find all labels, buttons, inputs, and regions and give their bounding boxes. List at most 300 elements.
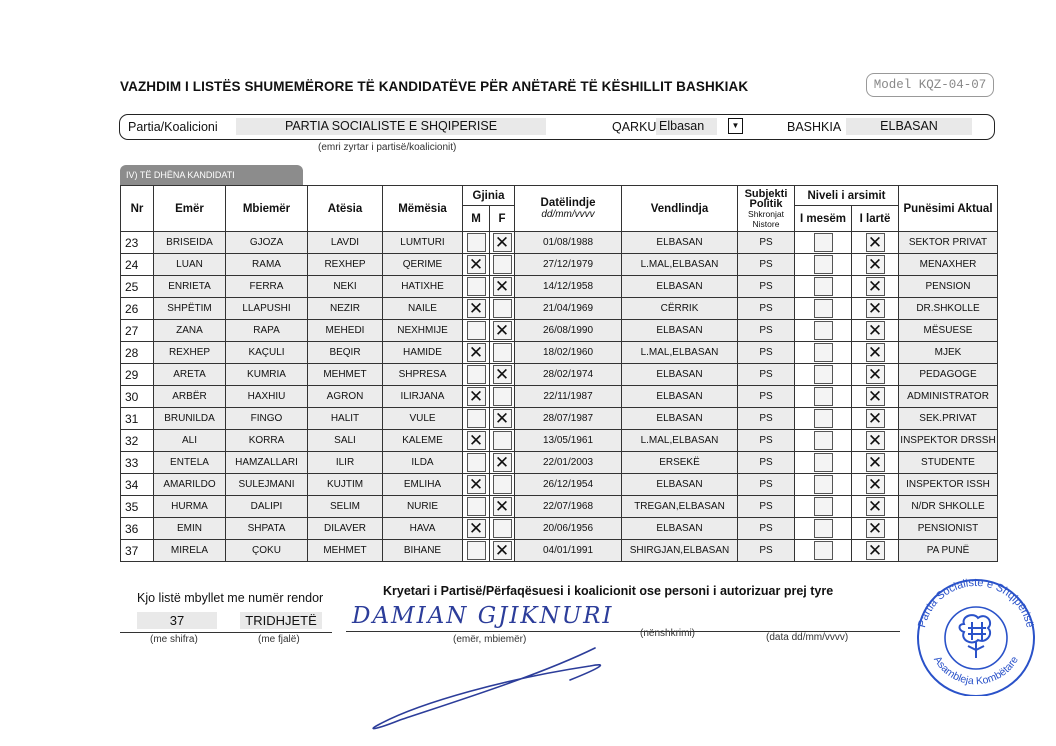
row-nr: 34 [121, 474, 154, 496]
kryetar-heading: Kryetari i Partisë/Përfaqësuesi i koalicionit ose personi i autorizuar prej tyre [383, 584, 834, 598]
row-date[interactable]: 22/07/1968 [515, 496, 622, 518]
row-subjekti[interactable]: PS [738, 540, 795, 562]
row-emer[interactable]: ENRIETA [154, 276, 226, 298]
gender-f-cell [490, 364, 515, 386]
row-mbiemer[interactable]: SULEJMANI [226, 474, 308, 496]
row-subjekti[interactable]: PS [738, 342, 795, 364]
row-emer[interactable]: ALI [154, 430, 226, 452]
edu-mesem-cell [795, 408, 852, 430]
row-mbiemer[interactable]: RAMA [226, 254, 308, 276]
edu-larte-checkbox[interactable]: ✕ [866, 497, 885, 516]
col-subjekti-label: Subjekti [744, 187, 788, 200]
gender-f-checkbox[interactable]: ✕ [493, 409, 512, 428]
row-mbiemer[interactable]: FERRA [226, 276, 308, 298]
table-row [121, 518, 998, 540]
row-emer[interactable]: ARBËR [154, 386, 226, 408]
gender-f-checkbox[interactable] [493, 343, 512, 362]
row-punesimi[interactable]: MENAXHER [899, 254, 998, 276]
edu-mesem-checkbox[interactable] [814, 343, 833, 362]
col-mbiemer: Mbiemër [226, 186, 308, 232]
gender-m-checkbox[interactable] [467, 541, 486, 560]
edu-mesem-cell [795, 342, 852, 364]
row-mbiemer[interactable]: SHPATA [226, 518, 308, 540]
row-mbiemer[interactable]: ÇOKU [226, 540, 308, 562]
gender-m-cell [463, 320, 490, 342]
edu-larte-cell [852, 298, 899, 320]
edu-mesem-checkbox[interactable] [814, 233, 833, 252]
row-memesia[interactable]: BIHANE [383, 540, 463, 562]
gender-m-checkbox[interactable] [467, 277, 486, 296]
stamp-bottom-text: Asambleja Kombëtare [931, 654, 1021, 688]
row-punesimi[interactable]: INSPEKTOR ISSH [899, 474, 998, 496]
edu-larte-cell [852, 540, 899, 562]
gender-m-checkbox[interactable] [467, 453, 486, 472]
gender-f-checkbox[interactable] [493, 299, 512, 318]
row-memesia[interactable]: HATIXHE [383, 276, 463, 298]
closing-text: Kjo listë mbyllet me numër rendor [137, 591, 324, 605]
row-subjekti[interactable]: PS [738, 276, 795, 298]
edu-larte-cell [852, 430, 899, 452]
row-emer[interactable]: AMARILDO [154, 474, 226, 496]
edu-larte-checkbox[interactable]: ✕ [866, 387, 885, 406]
gender-f-cell [490, 518, 515, 540]
edu-larte-cell [852, 386, 899, 408]
row-punesimi[interactable]: ADMINISTRATOR [899, 386, 998, 408]
col-datelindje-label: Datëlindje [540, 197, 596, 209]
row-vendlindja[interactable]: ELBASAN [622, 518, 738, 540]
edu-larte-cell [852, 474, 899, 496]
stamp-top-text: Partia Socialiste e Shqipërisë [916, 576, 1036, 629]
edu-larte-checkbox[interactable]: ✕ [866, 255, 885, 274]
gender-f-cell [490, 232, 515, 254]
row-punesimi[interactable]: MËSUESE [899, 320, 998, 342]
row-nr: 24 [121, 254, 154, 276]
gender-m-cell [463, 254, 490, 276]
model-code: Model KQZ-04-07 [866, 73, 994, 97]
gender-f-checkbox[interactable]: ✕ [493, 541, 512, 560]
gender-m-cell [463, 540, 490, 562]
row-date[interactable]: 26/12/1954 [515, 474, 622, 496]
col-date-format: dd/mm/vvvv [541, 209, 595, 220]
gender-f-cell [490, 254, 515, 276]
col-punesimi: Punësimi Aktual [899, 186, 998, 232]
edu-larte-checkbox[interactable]: ✕ [866, 519, 885, 538]
gender-f-cell [490, 408, 515, 430]
party-field[interactable]: PARTIA SOCIALISTE E SHQIPERISE [236, 118, 546, 135]
row-subjekti[interactable]: PS [738, 254, 795, 276]
row-memesia[interactable]: NAILE [383, 298, 463, 320]
gender-f-cell [490, 342, 515, 364]
table-row [121, 320, 998, 342]
gender-m-checkbox[interactable] [467, 409, 486, 428]
col-nr: Nr [121, 186, 154, 232]
row-date[interactable]: 28/07/1987 [515, 408, 622, 430]
table-row [121, 254, 998, 276]
gender-m-cell [463, 496, 490, 518]
row-vendlindja[interactable]: L.MAL,ELBASAN [622, 342, 738, 364]
row-subjekti[interactable]: PS [738, 298, 795, 320]
row-nr: 35 [121, 496, 154, 518]
table-row [121, 232, 998, 254]
edu-mesem-checkbox[interactable] [814, 497, 833, 516]
edu-mesem-checkbox[interactable] [814, 299, 833, 318]
edu-larte-cell [852, 452, 899, 474]
edu-larte-cell [852, 320, 899, 342]
row-atesia[interactable]: MEHMET [308, 540, 383, 562]
row-punesimi[interactable]: SEKTOR PRIVAT [899, 232, 998, 254]
edu-larte-checkbox[interactable]: ✕ [866, 453, 885, 472]
row-emer[interactable]: BRISEIDA [154, 232, 226, 254]
edu-larte-cell [852, 276, 899, 298]
row-emer[interactable]: SHPËTIM [154, 298, 226, 320]
row-atesia[interactable]: DILAVER [308, 518, 383, 540]
gender-f-checkbox[interactable]: ✕ [493, 233, 512, 252]
edu-mesem-checkbox[interactable] [814, 277, 833, 296]
col-atesia: Atësia [308, 186, 383, 232]
number-hint: (me shifra) [150, 634, 198, 645]
table-row [121, 276, 998, 298]
name-hint: (emër, mbiemër) [453, 634, 527, 645]
col-f: F [490, 206, 515, 232]
bashkia-field[interactable]: ELBASAN [846, 118, 972, 135]
edu-mesem-checkbox[interactable] [814, 409, 833, 428]
col-vendlindja: Vendlindja [622, 186, 738, 232]
row-mbiemer[interactable]: HAXHIU [226, 386, 308, 408]
row-vendlindja[interactable]: SHIRGJAN,ELBASAN [622, 540, 738, 562]
edu-mesem-cell [795, 496, 852, 518]
edu-larte-checkbox[interactable]: ✕ [866, 299, 885, 318]
candidate-rows [121, 232, 998, 562]
row-atesia[interactable]: KUJTIM [308, 474, 383, 496]
gender-m-cell [463, 408, 490, 430]
gender-m-checkbox[interactable]: ✕ [467, 387, 486, 406]
row-atesia[interactable]: BEQIR [308, 342, 383, 364]
gender-m-cell [463, 364, 490, 386]
edu-larte-checkbox[interactable]: ✕ [866, 365, 885, 384]
row-subjekti[interactable]: PS [738, 232, 795, 254]
gender-m-cell [463, 276, 490, 298]
row-memesia[interactable]: NURIE [383, 496, 463, 518]
row-mbiemer[interactable]: LLAPUSHI [226, 298, 308, 320]
row-mbiemer[interactable]: KUMRIA [226, 364, 308, 386]
edu-larte-checkbox[interactable]: ✕ [866, 321, 885, 340]
row-atesia[interactable]: REXHEP [308, 254, 383, 276]
row-mbiemer[interactable]: KORRA [226, 430, 308, 452]
candidate-table [120, 185, 998, 562]
table-row [121, 364, 998, 386]
row-nr: 23 [121, 232, 154, 254]
row-emer[interactable]: EMIN [154, 518, 226, 540]
row-punesimi[interactable]: MJEK [899, 342, 998, 364]
row-mbiemer[interactable]: HAMZALLARI [226, 452, 308, 474]
party-stamp [906, 576, 1046, 696]
row-atesia[interactable]: MEHEDI [308, 320, 383, 342]
gender-f-cell [490, 452, 515, 474]
row-vendlindja[interactable]: ELBASAN [622, 364, 738, 386]
row-memesia[interactable]: HAVA [383, 518, 463, 540]
row-atesia[interactable]: MEHMET [308, 364, 383, 386]
edu-mesem-checkbox[interactable] [814, 519, 833, 538]
gender-m-checkbox[interactable]: ✕ [467, 475, 486, 494]
gender-m-cell [463, 518, 490, 540]
row-nr: 25 [121, 276, 154, 298]
row-nr: 37 [121, 540, 154, 562]
gender-f-cell [490, 298, 515, 320]
row-memesia[interactable]: VULE [383, 408, 463, 430]
col-emer: Emër [154, 186, 226, 232]
row-vendlindja[interactable]: ELBASAN [622, 474, 738, 496]
col-shkronjat-label: Shkronjat [748, 208, 784, 219]
row-nr: 27 [121, 320, 154, 342]
col-politik-label: Politik [749, 197, 783, 210]
col-memesia: Mëmësia [383, 186, 463, 232]
row-vendlindja[interactable]: ELBASAN [622, 320, 738, 342]
gender-m-checkbox[interactable]: ✕ [467, 299, 486, 318]
row-memesia[interactable]: SHPRESA [383, 364, 463, 386]
gender-m-checkbox[interactable]: ✕ [467, 431, 486, 450]
gender-f-checkbox[interactable] [493, 519, 512, 538]
row-vendlindja[interactable]: L.MAL,ELBASAN [622, 254, 738, 276]
gender-f-cell [490, 474, 515, 496]
edu-larte-cell [852, 408, 899, 430]
row-date[interactable]: 04/01/1991 [515, 540, 622, 562]
gender-m-cell [463, 298, 490, 320]
party-label: Partia/Koalicioni [128, 120, 218, 134]
gender-m-checkbox[interactable] [467, 497, 486, 516]
row-memesia[interactable]: EMLIHA [383, 474, 463, 496]
gender-m-cell [463, 452, 490, 474]
row-date[interactable]: 21/04/1969 [515, 298, 622, 320]
row-subjekti[interactable]: PS [738, 430, 795, 452]
gender-m-checkbox[interactable] [467, 233, 486, 252]
gender-m-checkbox[interactable] [467, 321, 486, 340]
row-nr: 26 [121, 298, 154, 320]
row-emer[interactable]: ARETA [154, 364, 226, 386]
row-date[interactable]: 28/02/1974 [515, 364, 622, 386]
footer-underline [120, 632, 332, 633]
row-nr: 32 [121, 430, 154, 452]
gender-m-cell [463, 474, 490, 496]
gender-f-checkbox[interactable]: ✕ [493, 497, 512, 516]
form-title: VAZHDIM I LISTËS SHUMEMËRORE TË KANDIDATËVE PËR ANËTARË TË KËSHILLIT BASHKIAK [120, 79, 749, 94]
gender-m-cell [463, 342, 490, 364]
row-vendlindja[interactable]: ERSEKË [622, 452, 738, 474]
row-memesia[interactable]: QERIME [383, 254, 463, 276]
gender-f-checkbox[interactable]: ✕ [493, 365, 512, 384]
row-memesia[interactable]: KALEME [383, 430, 463, 452]
row-emer[interactable]: HURMA [154, 496, 226, 518]
row-date[interactable]: 22/01/2003 [515, 452, 622, 474]
row-atesia[interactable]: HALIT [308, 408, 383, 430]
row-subjekti[interactable]: PS [738, 364, 795, 386]
row-mbiemer[interactable]: DALIPI [226, 496, 308, 518]
gender-f-checkbox[interactable]: ✕ [493, 277, 512, 296]
row-subjekti[interactable]: PS [738, 496, 795, 518]
qarku-label: QARKU [612, 120, 657, 134]
row-mbiemer[interactable]: RAPA [226, 320, 308, 342]
row-atesia[interactable]: LAVDI [308, 232, 383, 254]
edu-larte-cell [852, 254, 899, 276]
edu-mesem-checkbox[interactable] [814, 255, 833, 274]
table-row [121, 474, 998, 496]
row-punesimi[interactable]: N/DR SHKOLLE [899, 496, 998, 518]
col-subjekti [738, 186, 795, 232]
row-punesimi[interactable]: DR.SHKOLLE [899, 298, 998, 320]
row-punesimi[interactable]: PEDAGOGE [899, 364, 998, 386]
signature-scribble [360, 640, 660, 740]
edu-larte-cell [852, 518, 899, 540]
edu-mesem-cell [795, 386, 852, 408]
qarku-field[interactable]: Elbasan [656, 118, 717, 135]
table-row [121, 496, 998, 518]
row-atesia[interactable]: NEZIR [308, 298, 383, 320]
gender-f-cell [490, 386, 515, 408]
closing-number-field[interactable]: 37 [137, 612, 217, 629]
row-memesia[interactable]: ILIRJANA [383, 386, 463, 408]
edu-mesem-cell [795, 540, 852, 562]
row-nr: 29 [121, 364, 154, 386]
gender-f-cell [490, 320, 515, 342]
gender-m-checkbox[interactable]: ✕ [467, 519, 486, 538]
gender-f-cell [490, 540, 515, 562]
row-nr: 30 [121, 386, 154, 408]
edu-mesem-cell [795, 474, 852, 496]
row-emer[interactable]: MIRELA [154, 540, 226, 562]
row-date[interactable]: 20/06/1956 [515, 518, 622, 540]
edu-larte-checkbox[interactable]: ✕ [866, 233, 885, 252]
row-punesimi[interactable]: STUDENTE [899, 452, 998, 474]
edu-larte-checkbox[interactable]: ✕ [866, 409, 885, 428]
row-emer[interactable]: ENTELA [154, 452, 226, 474]
row-subjekti[interactable]: PS [738, 452, 795, 474]
gender-m-checkbox[interactable]: ✕ [467, 255, 486, 274]
row-memesia[interactable]: NEXHMIJE [383, 320, 463, 342]
row-date[interactable]: 18/02/1960 [515, 342, 622, 364]
edu-larte-cell [852, 232, 899, 254]
row-punesimi[interactable]: SEK.PRIVAT [899, 408, 998, 430]
row-subjekti[interactable]: PS [738, 408, 795, 430]
gender-f-cell [490, 430, 515, 452]
row-memesia[interactable]: LUMTURI [383, 232, 463, 254]
gender-m-checkbox[interactable]: ✕ [467, 343, 486, 362]
signer-name: DAMIAN GJIKNURI [352, 603, 614, 629]
edu-larte-checkbox[interactable]: ✕ [866, 343, 885, 362]
row-memesia[interactable]: ILDA [383, 452, 463, 474]
row-vendlindja[interactable]: TREGAN,ELBASAN [622, 496, 738, 518]
row-vendlindja[interactable]: ELBASAN [622, 386, 738, 408]
row-nr: 33 [121, 452, 154, 474]
gender-f-checkbox[interactable] [493, 431, 512, 450]
edu-larte-checkbox[interactable]: ✕ [866, 277, 885, 296]
gender-m-checkbox[interactable] [467, 365, 486, 384]
col-niveli: Niveli i arsimit [795, 186, 899, 206]
table-row [121, 540, 998, 562]
col-i-mesem: I mesëm [795, 206, 852, 232]
row-date[interactable]: 01/08/1988 [515, 232, 622, 254]
row-atesia[interactable]: ILIR [308, 452, 383, 474]
signature-stroke [373, 648, 600, 729]
row-subjekti[interactable]: PS [738, 386, 795, 408]
row-date[interactable]: 26/08/1990 [515, 320, 622, 342]
col-i-larte: I lartë [852, 206, 899, 232]
gender-m-cell [463, 386, 490, 408]
row-punesimi[interactable]: PENSION [899, 276, 998, 298]
row-date[interactable]: 27/12/1979 [515, 254, 622, 276]
edu-mesem-cell [795, 254, 852, 276]
gender-m-cell [463, 232, 490, 254]
edu-mesem-cell [795, 430, 852, 452]
gender-f-checkbox[interactable] [493, 475, 512, 494]
table-row [121, 452, 998, 474]
edu-larte-checkbox[interactable]: ✕ [866, 541, 885, 560]
row-atesia[interactable]: SELIM [308, 496, 383, 518]
edu-mesem-cell [795, 232, 852, 254]
row-subjekti[interactable]: PS [738, 474, 795, 496]
row-date[interactable]: 22/11/1987 [515, 386, 622, 408]
row-mbiemer[interactable]: GJOZA [226, 232, 308, 254]
row-emer[interactable]: REXHEP [154, 342, 226, 364]
table-row [121, 342, 998, 364]
row-subjekti[interactable]: PS [738, 518, 795, 540]
col-gjinia: Gjinia [463, 186, 515, 206]
edu-mesem-checkbox[interactable] [814, 541, 833, 560]
row-emer[interactable]: ZANA [154, 320, 226, 342]
row-vendlindja[interactable]: ELBASAN [622, 276, 738, 298]
row-vendlindja[interactable]: CËRRIK [622, 298, 738, 320]
row-emer[interactable]: BRUNILDA [154, 408, 226, 430]
edu-mesem-checkbox[interactable] [814, 321, 833, 340]
row-atesia[interactable]: AGRON [308, 386, 383, 408]
section-tab: IV) TË DHËNA KANDIDATI [120, 165, 303, 186]
row-date[interactable]: 14/12/1958 [515, 276, 622, 298]
edu-mesem-cell [795, 364, 852, 386]
edu-larte-cell [852, 364, 899, 386]
edu-larte-checkbox[interactable]: ✕ [866, 431, 885, 450]
row-punesimi[interactable]: PENSIONIST [899, 518, 998, 540]
row-subjekti[interactable]: PS [738, 320, 795, 342]
row-vendlindja[interactable]: ELBASAN [622, 232, 738, 254]
row-punesimi[interactable]: PA PUNË [899, 540, 998, 562]
chevron-down-icon[interactable]: ▼ [728, 118, 743, 134]
row-mbiemer[interactable]: FINGO [226, 408, 308, 430]
gender-f-checkbox[interactable] [493, 255, 512, 274]
row-date[interactable]: 13/05/1961 [515, 430, 622, 452]
row-mbiemer[interactable]: KAÇULI [226, 342, 308, 364]
gender-f-checkbox[interactable] [493, 387, 512, 406]
gender-f-checkbox[interactable]: ✕ [493, 321, 512, 340]
table-row [121, 408, 998, 430]
gender-f-checkbox[interactable]: ✕ [493, 453, 512, 472]
row-punesimi[interactable]: INSPEKTOR DRSSH [899, 430, 998, 452]
row-emer[interactable]: LUAN [154, 254, 226, 276]
rose-logo-icon [960, 615, 991, 658]
edu-mesem-checkbox[interactable] [814, 387, 833, 406]
row-atesia[interactable]: NEKI [308, 276, 383, 298]
row-vendlindja[interactable]: L.MAL,ELBASAN [622, 430, 738, 452]
table-row [121, 430, 998, 452]
edu-mesem-checkbox[interactable] [814, 431, 833, 450]
row-atesia[interactable]: SALI [308, 430, 383, 452]
edu-larte-checkbox[interactable]: ✕ [866, 475, 885, 494]
row-vendlindja[interactable]: ELBASAN [622, 408, 738, 430]
row-memesia[interactable]: HAMIDE [383, 342, 463, 364]
edu-mesem-checkbox[interactable] [814, 475, 833, 494]
closing-words-field[interactable]: TRIDHJETË [240, 612, 322, 629]
edu-mesem-checkbox[interactable] [814, 453, 833, 472]
edu-mesem-cell [795, 452, 852, 474]
col-m: M [463, 206, 490, 232]
edu-mesem-checkbox[interactable] [814, 365, 833, 384]
